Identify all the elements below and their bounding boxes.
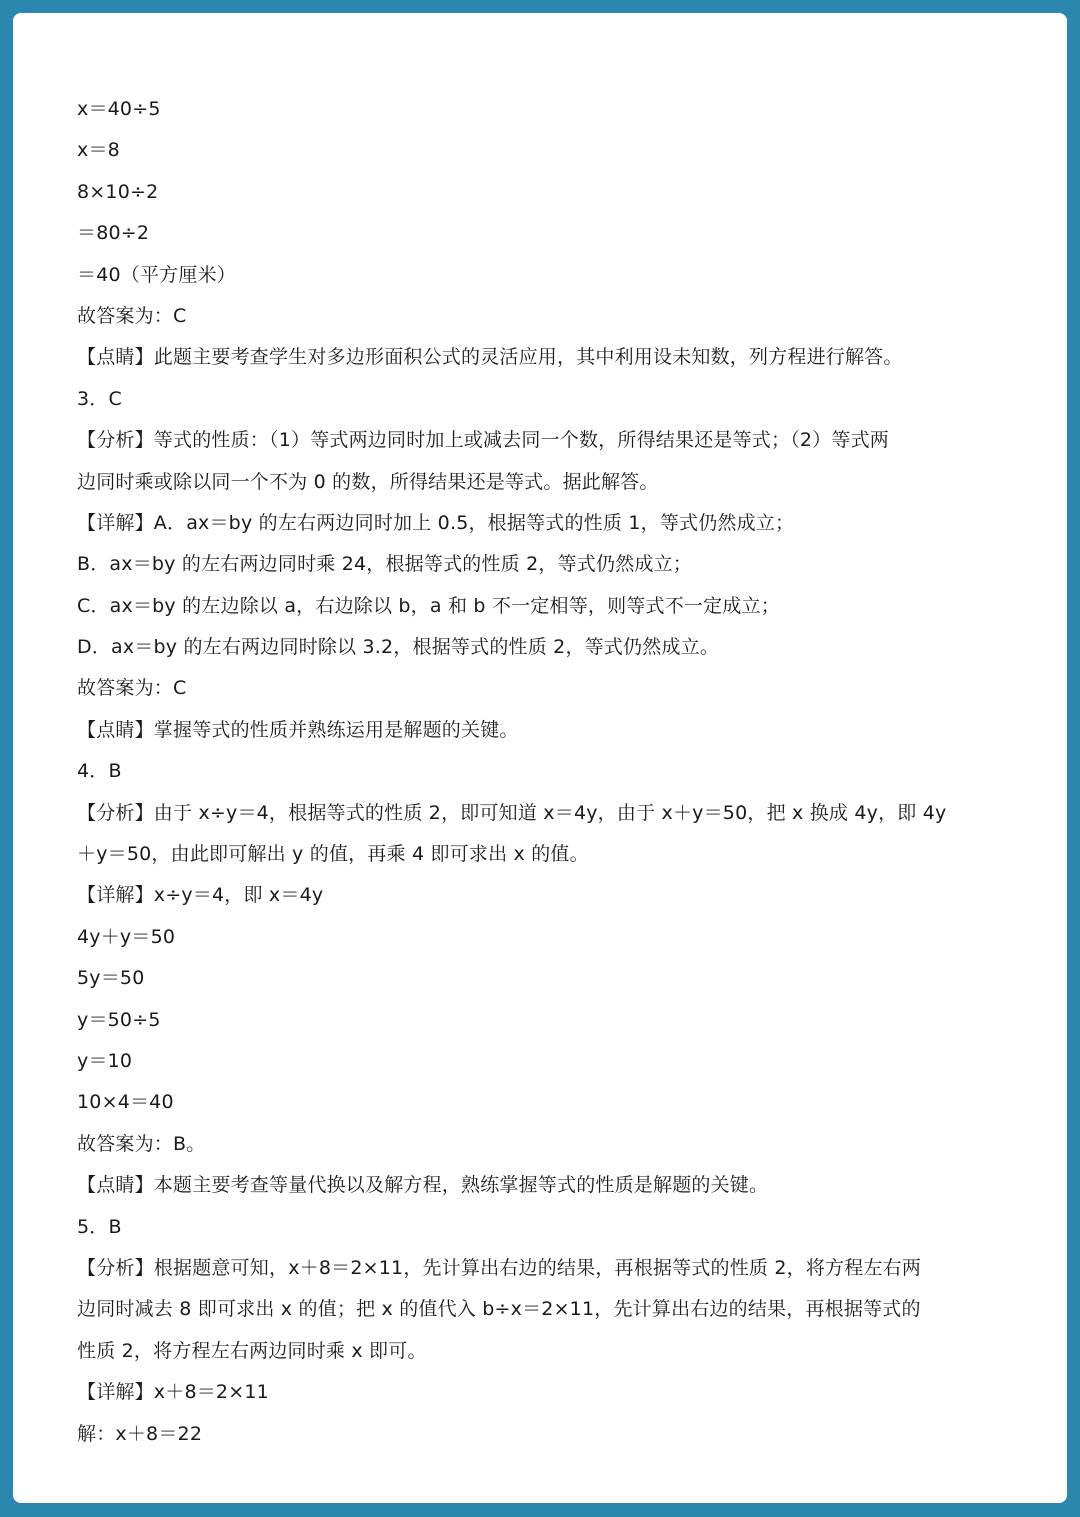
document-page <box>13 13 1067 1503</box>
text-line: y＝10 <box>77 1049 133 1072</box>
text-line: 【分析】由于 x÷y＝4，根据等式的性质 2，即可知道 x＝4y，由于 x＋y＝50，把 x 换成 4y，即 4y <box>77 801 947 824</box>
text-line: 【详解】A．ax＝by 的左右两边同时加上 0.5，根据等式的性质 1，等式仍然成立； <box>77 511 795 534</box>
text-line: x＝8 <box>77 139 120 162</box>
text-line: 5y＝50 <box>77 967 145 990</box>
question-number: 3．C <box>77 387 122 410</box>
text-line: D．ax＝by 的左右两边同时除以 3.2，根据等式的性质 2，等式仍然成立。 <box>77 636 720 659</box>
text-line: C．ax＝by 的左边除以 a，右边除以 b，a 和 b 不一定相等，则等式不一定成立； <box>77 594 780 617</box>
text-line: y＝50÷5 <box>77 1008 161 1031</box>
text-line: 【详解】x÷y＝4，即 x＝4y <box>77 884 324 907</box>
text-line: x＝40÷5 <box>77 98 161 120</box>
text-line: 【点睛】此题主要考查学生对多边形面积公式的灵活应用，其中利用设未知数，列方程进行解答。 <box>77 346 903 369</box>
text-line: 故答案为：C <box>77 677 187 700</box>
text-line: 4y＋y＝50 <box>77 925 176 948</box>
solution-text <box>77 89 1017 1455</box>
text-line: 边同时乘或除以同一个不为 0 的数，所得结果还是等式。据此解答。 <box>77 470 659 493</box>
text-line: B．ax＝by 的左右两边同时乘 24，根据等式的性质 2，等式仍然成立； <box>77 553 693 576</box>
text-line: 故答案为：C <box>77 304 187 327</box>
text-line: 性质 2，将方程左右两边同时乘 x 即可。 <box>77 1339 427 1362</box>
text-line: ＝40（平方厘米） <box>77 263 236 286</box>
text-line: ＋y＝50，由此即可解出 y 的值，再乘 4 即可求出 x 的值。 <box>77 843 589 866</box>
text-line: 【点睛】掌握等式的性质并熟练运用是解题的关键。 <box>77 718 519 741</box>
text-line: 故答案为：B。 <box>77 1132 206 1155</box>
text-line: ＝80÷2 <box>77 222 150 245</box>
question-number: 4．B <box>77 760 122 783</box>
text-line: 【点睛】本题主要考查等量代换以及解方程，熟练掌握等式的性质是解题的关键。 <box>77 1174 769 1197</box>
text-line: 8×10÷2 <box>77 180 159 203</box>
text-line: 边同时减去 8 即可求出 x 的值；把 x 的值代入 b÷x＝2×11，先计算出右边的结果，再根据等式的 <box>77 1298 921 1321</box>
text-line: 10×4＝40 <box>77 1091 174 1114</box>
text-line: 解：x＋8＝22 <box>77 1422 203 1445</box>
question-number: 5．B <box>77 1215 122 1238</box>
text-line: 【分析】等式的性质：（1）等式两边同时加上或减去同一个数，所得结果还是等式；（2）等式两 <box>77 429 889 452</box>
text-line: 【分析】根据题意可知，x＋8＝2×11，先计算出右边的结果，再根据等式的性质 2，将方程左右两 <box>77 1256 922 1279</box>
text-line: 【详解】x＋8＝2×11 <box>77 1381 269 1404</box>
